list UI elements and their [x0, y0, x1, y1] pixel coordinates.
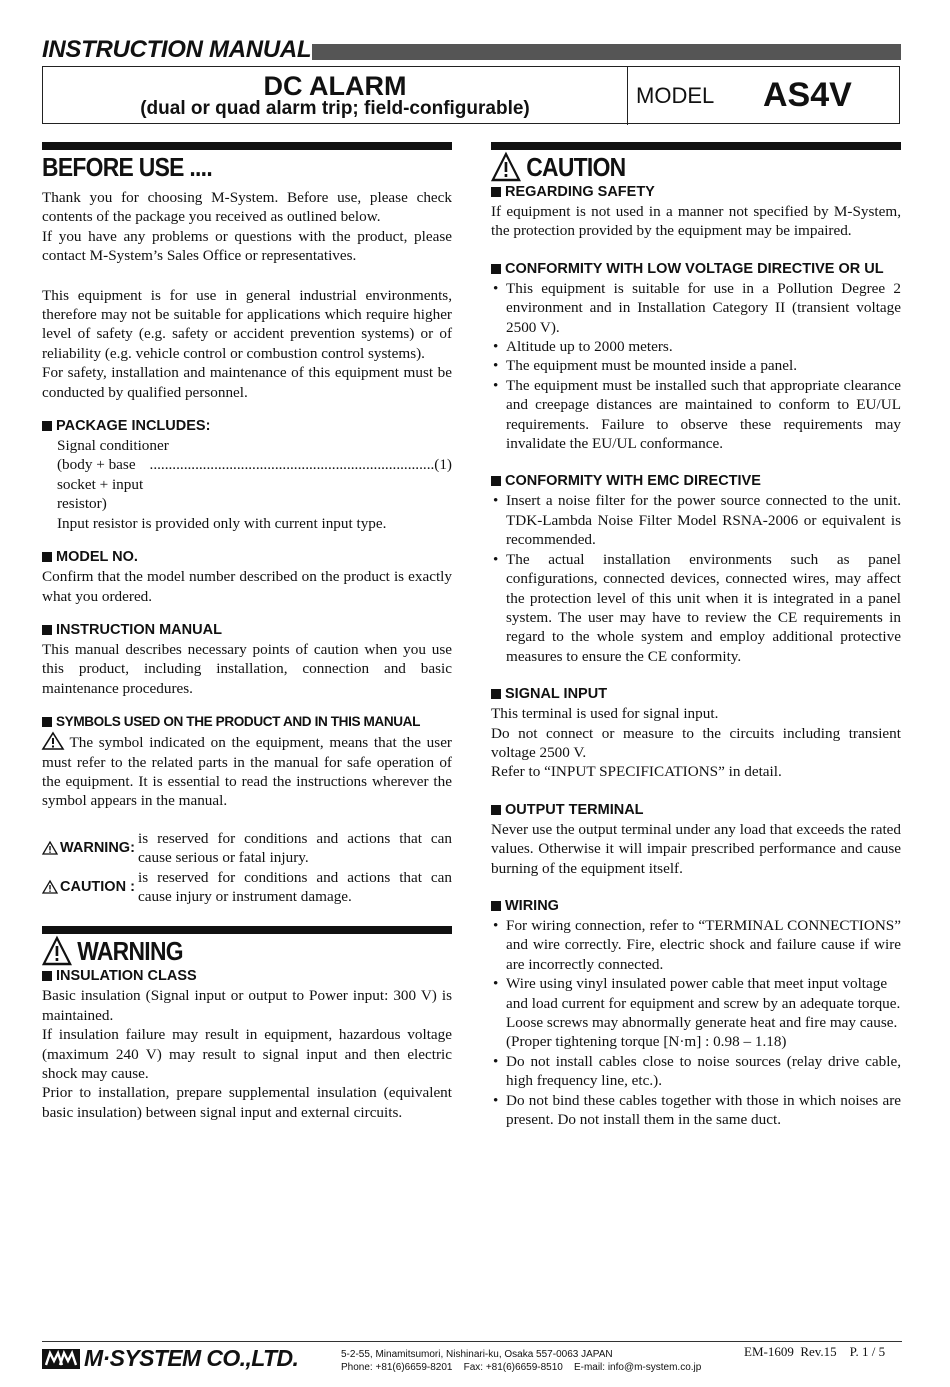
signal-input-heading — [491, 684, 901, 704]
signal-input-p2: Do not connect or measure to the circuits including transient voltage 2500 V. — [491, 724, 901, 761]
emc-list — [491, 491, 901, 666]
caution-term-text: CAUTION — [60, 878, 127, 895]
instruction-manual-text: This manual describes necessary points of caution when you use this product, including installation, connection and basic maintenance procedures. — [42, 640, 452, 697]
warning-triangle-icon — [42, 841, 58, 855]
emc-heading — [491, 471, 901, 491]
square-bullet-icon — [42, 552, 52, 562]
insulation-p3: Prior to installation, prepare supplemental insulation (equivalent basic insulation) between signal input and external circuits. — [42, 1084, 452, 1121]
right-column — [491, 142, 901, 1129]
document-subtitle: (dual or quad alarm trip; field-configurable) — [140, 98, 530, 119]
warning-definition-text: is reserved for conditions and actions that can cause serious or fatal injury. — [138, 829, 452, 867]
caution-heading-text: CAUTION — [526, 152, 626, 182]
safety-heading-text: REGARDING SAFETY — [505, 184, 655, 200]
safety-heading — [491, 182, 901, 202]
warning-heading-text: WARNING — [77, 936, 183, 967]
package-line-2-qty: (1) — [434, 456, 452, 474]
list-item: • Insert a noise filter for the power source connected to the unit. TDK-Lambda Noise Filter Model RSNA-2006 or equivalent is recommended. — [491, 491, 901, 549]
model-label: MODEL — [636, 83, 715, 108]
wiring-heading-text: WIRING — [505, 897, 559, 914]
package-line-2-text: (body + base socket + input resistor) — [57, 456, 144, 513]
package-line-2 — [42, 455, 452, 513]
wiring-item-2a: Wire using vinyl insulated power cable that meet input voltage and load current for equipment and screw by an adequate torque. — [506, 975, 901, 1012]
caution-definition-text: is reserved for conditions and actions that can cause injury or instrument damage. — [138, 868, 452, 905]
model-no-text: Confirm that the model number described on the product is exactly what you ordered. — [42, 568, 452, 605]
warning-term — [42, 829, 138, 868]
warning-definition — [42, 829, 452, 868]
symbols-text-body: The symbol indicated on the equipment, means that the user must refer to the related parts in the manual for safe operation of the equipment. It is essential to read the instructions wherever the symbol appears in the manual. — [42, 734, 452, 810]
square-bullet-icon — [42, 717, 52, 727]
before-use-heading-text: BEFORE USE .... — [42, 152, 212, 182]
list-item — [491, 974, 901, 1052]
package-heading — [42, 416, 452, 436]
signal-input-heading-text: SIGNAL INPUT — [505, 686, 608, 703]
intro-paragraph-1: Thank you for choosing M-System. Before use, please check contents of the package you received as outlined below. — [42, 189, 452, 226]
lvd-list — [491, 279, 901, 454]
document-title: DC ALARM — [263, 71, 407, 101]
warning-triangle-icon — [491, 152, 521, 182]
left-column — [42, 142, 452, 1122]
insulation-heading-text: INSULATION CLASS — [56, 968, 197, 985]
lvd-heading — [491, 259, 901, 279]
warning-triangle-icon — [42, 732, 64, 750]
instruction-manual-heading-text: INSTRUCTION MANUAL — [56, 621, 222, 638]
package-line-3: Input resistor is provided only with current input type. — [57, 514, 387, 532]
symbols-heading-text: SYMBOLS USED ON THE PRODUCT AND IN THIS MANUAL — [56, 714, 420, 730]
intro-paragraph-4: For safety, installation and maintenance of this equipment must be conducted by qualified personnel. — [42, 364, 452, 401]
company-address: 5-2-55, Minamitsumori, Nishinari-ku, Osaka 557-0063 JAPAN — [341, 1349, 613, 1360]
square-bullet-icon — [491, 187, 501, 197]
caution-term — [42, 868, 138, 907]
insulation-p2: If insulation failure may result in equipment, hazardous voltage (maximum 240 V) may result to signal input and then electric shock may cause. — [42, 1026, 452, 1082]
list-item: • The equipment must be installed such that appropriate clearance and creepage distances are maintained to conform to EU/UL requirements. Failure to observe these requirements may invalidate the EU/UL conformance. — [491, 376, 901, 454]
header-bar — [312, 44, 901, 60]
list-item: • This equipment is suitable for use in a Pollution Degree 2 environment and in Installation Category II (transient voltage 2500 V). — [491, 279, 901, 337]
company-name: M·SYSTEM CO.,LTD. — [84, 1345, 299, 1371]
model-no-heading-text: MODEL NO. — [56, 549, 138, 566]
wiring-item-2b: Loose screws may abnormally generate heat and fire may cause. (Proper tightening torque [N·m] : 0.98 – 1.18) — [506, 1014, 898, 1051]
model-value: AS4V — [763, 76, 852, 114]
list-item: • For wiring connection, refer to “TERMINAL CONNECTIONS” and wire correctly. Fire, electric shock and failure cause if wire are incorrectly connected. — [491, 916, 901, 974]
package-line-2-dots: ........................................................................... — [149, 456, 435, 474]
insulation-p1: Basic insulation (Signal input or output to Power input: 300 V) is maintained. — [42, 987, 452, 1024]
wiring-heading — [491, 896, 901, 916]
emc-heading-text: CONFORMITY WITH EMC DIRECTIVE — [505, 473, 761, 490]
warning-triangle-icon — [42, 880, 58, 894]
m-system-logo-icon — [42, 1347, 80, 1371]
intro-paragraph-3: This equipment is for use in general industrial environments, therefore may not be suitable for applications which require higher level of safety (e.g. safety or accident prevention systems) or of reliability (e.g. vehicle control or combustion control systems). — [42, 286, 452, 362]
insulation-heading — [42, 966, 452, 986]
list-item: • Do not bind these cables together with those in which noises are present. Do not install them in the same duct. — [491, 1091, 901, 1130]
list-item: • Altitude up to 2000 meters. — [491, 337, 901, 356]
warning-term-text: WARNING — [60, 840, 131, 857]
signal-input-p3: Refer to “INPUT SPECIFICATIONS” in detail. — [491, 763, 782, 781]
document-reference: EM-1609 Rev.15 P. 1 / 5 — [744, 1344, 886, 1359]
caution-definition — [42, 868, 452, 907]
square-bullet-icon — [42, 625, 52, 635]
square-bullet-icon — [42, 421, 52, 431]
list-item: • The actual installation environments such as panel configurations, connected devices, connected wires, may affect the protection level of this unit when it is integrated in a panel system. The user may have to review the CE requirements in regard to the whole system and employ additional protective measures to ensure the CE conformity. — [491, 550, 901, 666]
warning-term-colon: : — [130, 840, 139, 857]
output-terminal-heading-text: OUTPUT TERMINAL — [505, 801, 644, 818]
safety-text: If equipment is not used in a manner not specified by M-System, the protection provided by the equipment may be impaired. — [491, 203, 901, 240]
symbols-text — [42, 732, 452, 811]
before-use-heading — [42, 152, 403, 182]
square-bullet-icon — [491, 689, 501, 699]
section-rule — [491, 142, 901, 150]
symbols-heading — [42, 712, 452, 732]
square-bullet-icon — [491, 901, 501, 911]
manual-label: INSTRUCTION MANUAL — [42, 36, 312, 63]
square-bullet-icon — [491, 805, 501, 815]
signal-input-p1: This terminal is used for signal input. — [491, 705, 719, 723]
warning-heading — [42, 936, 403, 966]
package-heading-text: PACKAGE INCLUDES: — [56, 418, 211, 435]
square-bullet-icon — [491, 476, 501, 486]
instruction-manual-heading — [42, 620, 452, 640]
intro-paragraph-2: If you have any problems or questions with the product, please contact M-System’s Sales Office or representatives. — [42, 227, 452, 265]
output-terminal-heading — [491, 800, 901, 820]
caution-term-colon: : — [126, 878, 139, 895]
square-bullet-icon — [491, 264, 501, 274]
footer-rule — [42, 1341, 902, 1342]
caution-heading — [491, 152, 852, 182]
wiring-list — [491, 916, 901, 1129]
title-divider — [627, 67, 628, 125]
output-terminal-text: Never use the output terminal under any load that exceeds the rated values. Otherwise it will impair prescribed performance and cause burning of the equipment itself. — [491, 820, 901, 877]
title-box — [42, 66, 900, 124]
section-rule — [42, 142, 452, 150]
warning-triangle-icon — [42, 936, 72, 966]
list-item: • Do not install cables close to noise sources (relay drive cable, high frequency line, etc.). — [491, 1052, 901, 1091]
company-contact: Phone: +81(6)6659-8201 Fax: +81(6)6659-8510 E-mail: info@m-system.co.jp — [341, 1362, 702, 1373]
package-line-1: Signal conditioner — [57, 437, 169, 455]
lvd-heading-text: CONFORMITY WITH LOW VOLTAGE DIRECTIVE OR UL — [505, 260, 884, 277]
square-bullet-icon — [42, 971, 52, 981]
list-item: • The equipment must be mounted inside a panel. — [491, 356, 901, 375]
model-no-heading — [42, 547, 452, 567]
section-rule — [42, 926, 452, 934]
